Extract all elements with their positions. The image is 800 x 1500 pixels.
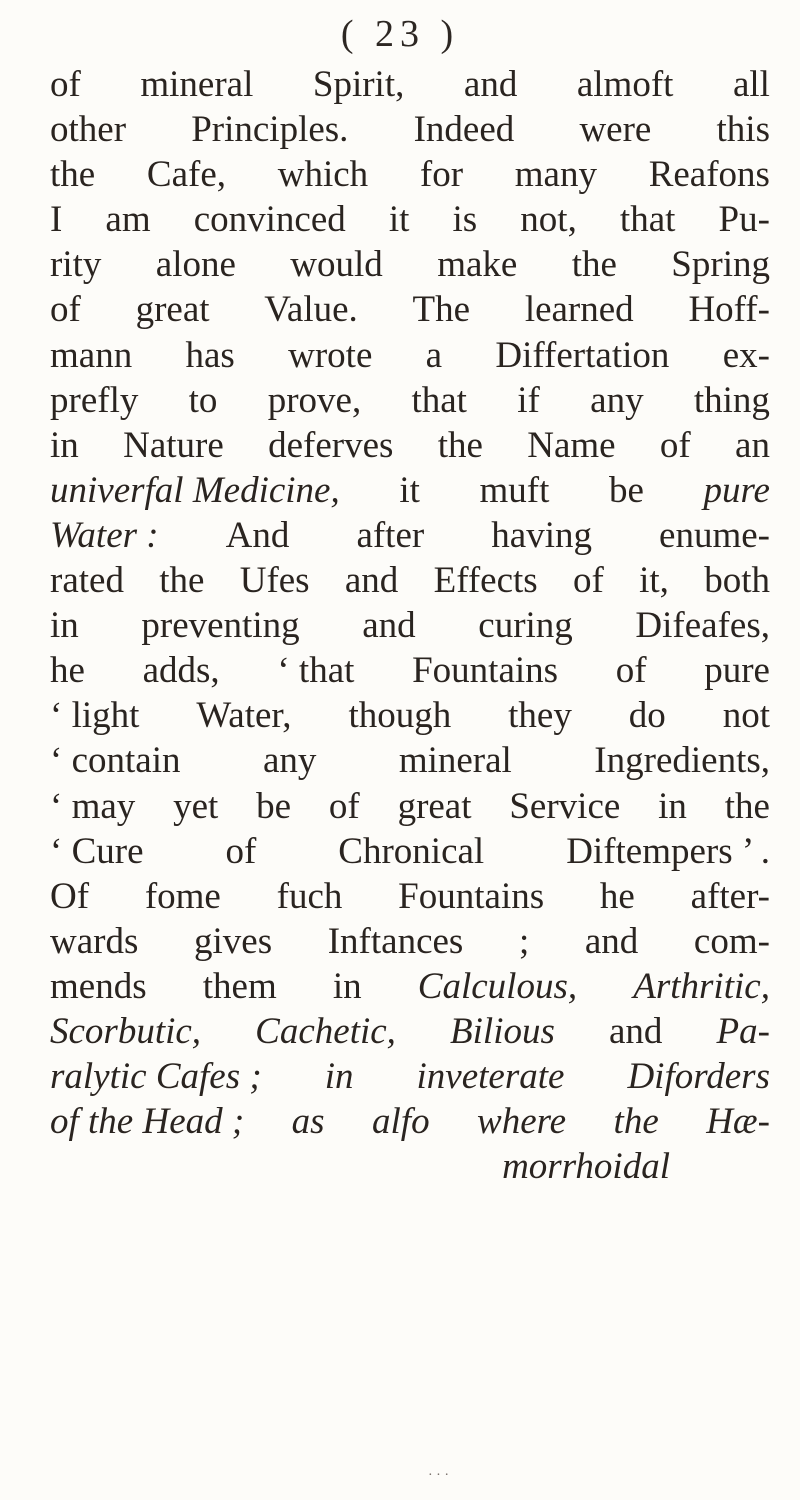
word: Reafons [648, 154, 770, 196]
word: it [388, 199, 410, 241]
page-number: ( 23 ) [340, 13, 460, 55]
text-line [50, 1099, 770, 1144]
text-line [50, 468, 770, 513]
word: convinced [193, 199, 346, 241]
word: I [50, 199, 63, 241]
word: a [425, 334, 443, 376]
word: Ingredients, [594, 740, 770, 782]
word: the [724, 785, 770, 827]
word: Value. [264, 289, 358, 331]
word: of [572, 560, 604, 602]
italic-phrase: Water : [50, 514, 159, 556]
word: in [658, 785, 687, 827]
word: of [50, 64, 81, 105]
word: it, [639, 560, 669, 602]
word: it [399, 469, 420, 511]
word: an [735, 424, 770, 466]
word: Of [50, 875, 90, 917]
italic-phrase: ralytic Cafes ; [50, 1056, 262, 1098]
italic-phrase: as [291, 1101, 325, 1143]
word: that [411, 379, 467, 421]
word: thing [693, 379, 770, 421]
word: were [579, 109, 652, 151]
text-line [50, 1144, 770, 1189]
word: ; [518, 920, 530, 962]
word: curing [478, 605, 573, 647]
word: ‘ may [50, 785, 136, 827]
word: mann [50, 334, 133, 376]
text-line [50, 603, 770, 648]
word: The [412, 289, 471, 331]
word: do [628, 695, 666, 737]
text-line [50, 1054, 770, 1099]
word: Ufes [239, 560, 310, 602]
word: not, [520, 199, 577, 241]
word: both [704, 560, 770, 602]
word: the [571, 244, 617, 286]
text-line [50, 152, 770, 197]
text-line [50, 874, 770, 919]
word: if [517, 379, 540, 421]
word: muft [479, 469, 550, 511]
word: Difeafes, [635, 605, 770, 647]
text-line [50, 197, 770, 242]
word: not [722, 695, 770, 737]
italic-phrase: of the Head ; [50, 1101, 245, 1143]
word: for [419, 154, 464, 196]
text-line [50, 107, 770, 152]
word: he [599, 875, 635, 917]
italic-phrase: Scorbutic, [50, 1010, 202, 1052]
word: wards [50, 920, 139, 962]
italic-phrase: where [477, 1101, 567, 1143]
word: Hoff- [688, 289, 770, 331]
word: And [225, 514, 290, 556]
word: almoft [576, 64, 674, 105]
word: of [328, 785, 360, 827]
word: he [50, 650, 85, 692]
italic-phrase: alfo [372, 1101, 430, 1143]
text-line [50, 693, 770, 738]
word: many [514, 154, 597, 196]
text-line [50, 919, 770, 964]
word: and [463, 64, 518, 105]
word: be [256, 785, 292, 827]
word: and [344, 560, 399, 602]
word: any [590, 379, 644, 421]
word: Principles. [191, 109, 349, 151]
italic-phrase: Pa- [716, 1010, 770, 1052]
word: mineral [398, 740, 512, 782]
word: having [491, 514, 592, 556]
word: though [348, 695, 452, 737]
word: great [135, 289, 210, 331]
word: them [202, 965, 277, 1007]
text-line [50, 784, 770, 829]
word: Name [527, 424, 616, 466]
word: fuch [276, 875, 343, 917]
word: Nature [123, 424, 224, 466]
italic-phrase: pure [703, 469, 770, 511]
word: of [659, 424, 691, 466]
word: Differtation [495, 334, 670, 376]
word: Fountains [412, 650, 559, 692]
word: which [277, 154, 369, 196]
word: Diftempers ’ . [566, 830, 770, 872]
word: Service [509, 785, 621, 827]
word: Chronical [338, 830, 485, 872]
word: ‘ that [277, 650, 355, 692]
text-line [50, 62, 770, 107]
word: of [225, 830, 257, 872]
word: mends [50, 965, 147, 1007]
word: prove, [267, 379, 362, 421]
italic-phrase: morrhoidal [502, 1146, 670, 1188]
word: Cafe, [146, 154, 227, 196]
word: Effects [433, 560, 538, 602]
word: deferves [268, 424, 394, 466]
word: pure [704, 650, 770, 692]
word: this [716, 109, 770, 151]
word: that [619, 199, 676, 241]
word: the [50, 154, 96, 196]
text-line [50, 513, 770, 558]
word: ‘ Cure [50, 830, 144, 872]
word: would [290, 244, 383, 286]
italic-phrase: univerfal Medicine, [50, 469, 340, 511]
word: they [508, 695, 572, 737]
word: com- [693, 920, 770, 962]
word: in [332, 965, 362, 1007]
word: learned [524, 289, 634, 331]
word: yet [173, 785, 219, 827]
text-line [50, 287, 770, 332]
word: wrote [288, 334, 373, 376]
text-line [50, 738, 770, 783]
word: Spring [671, 244, 770, 286]
word: preventing [141, 605, 300, 647]
word: rity [50, 244, 102, 286]
word: great [397, 785, 472, 827]
word: alone [155, 244, 236, 286]
word: adds, [142, 650, 220, 692]
word: Inftances [327, 920, 464, 962]
text-line [50, 378, 770, 423]
text-line [50, 964, 770, 1009]
word: the [159, 560, 205, 602]
text-line [50, 242, 770, 287]
word: ‘ contain [50, 740, 181, 782]
italic-phrase: Arthritic, [633, 965, 770, 1007]
word: gives [194, 920, 273, 962]
word: to [188, 379, 218, 421]
word: and [609, 1010, 663, 1052]
word: Spirit, [312, 64, 405, 105]
word: all [732, 64, 770, 105]
italic-phrase: Hæ- [706, 1101, 770, 1143]
word: is [452, 199, 478, 241]
word: enume- [659, 514, 770, 556]
word: has [185, 334, 235, 376]
word: make [437, 244, 518, 286]
word: prefly [50, 379, 139, 421]
italic-phrase: Bilious [450, 1010, 555, 1052]
word: rated [50, 560, 124, 602]
word: in [50, 424, 79, 466]
text-line [50, 648, 770, 693]
italic-phrase: Calculous, [417, 965, 578, 1007]
text-line [50, 829, 770, 874]
text-line [50, 333, 770, 378]
word: fome [144, 875, 221, 917]
italic-phrase: inveterate [416, 1056, 565, 1098]
word: of [50, 289, 81, 331]
word: the [437, 424, 483, 466]
page-speck: · · · [428, 1468, 449, 1483]
text-line [50, 423, 770, 468]
word: Water, [196, 695, 292, 737]
text-line [50, 558, 770, 603]
text-line [50, 1009, 770, 1054]
italic-phrase: Diforders [627, 1056, 770, 1098]
word: of [615, 650, 647, 692]
word: in [50, 605, 79, 647]
word: Indeed [413, 109, 515, 151]
word: Pu- [718, 199, 770, 241]
body-text [50, 62, 770, 1189]
word: after [356, 514, 425, 556]
word: be [608, 469, 644, 511]
word: other [50, 109, 127, 151]
word: any [262, 740, 317, 782]
italic-phrase: Cachetic, [255, 1010, 396, 1052]
word: ex- [722, 334, 770, 376]
italic-phrase: in [324, 1056, 354, 1098]
italic-phrase: the [613, 1101, 659, 1143]
word: and [584, 920, 639, 962]
word: and [362, 605, 416, 647]
word: Fountains [398, 875, 545, 917]
word: after- [690, 875, 770, 917]
word: mineral [140, 64, 254, 105]
word: am [105, 199, 151, 241]
word: ‘ light [50, 695, 140, 737]
